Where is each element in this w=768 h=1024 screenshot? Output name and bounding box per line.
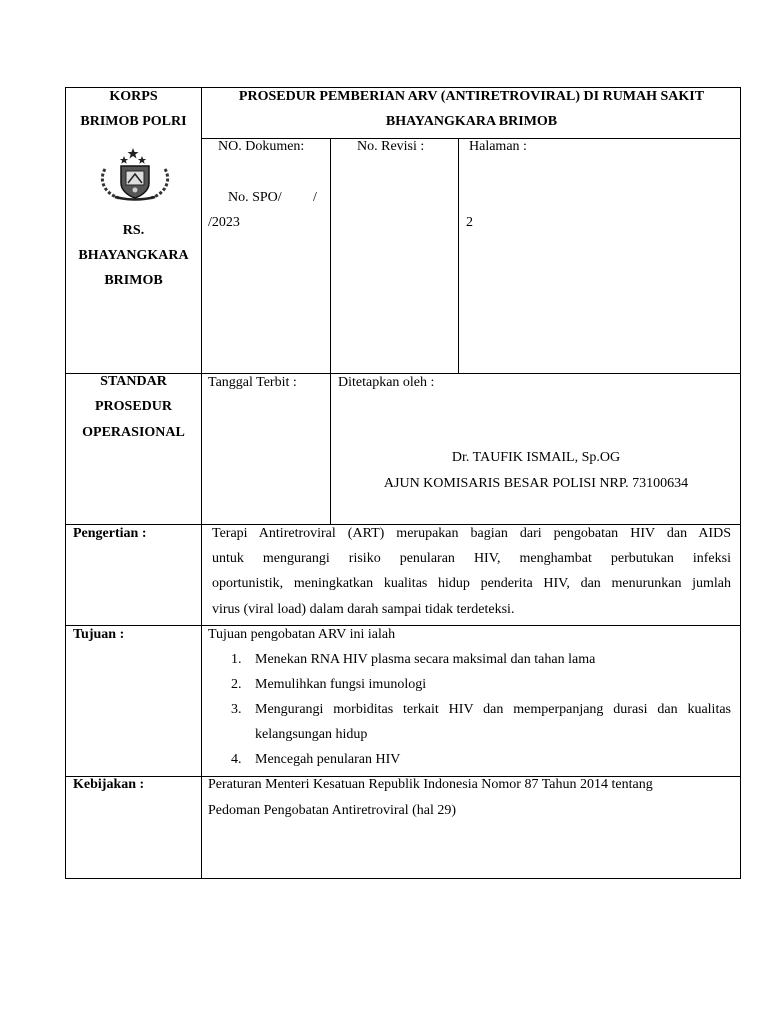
document-title-line1: PROSEDUR PEMBERIAN ARV (ANTIRETROVIRAL) DI RUMAH SAKIT	[238, 89, 705, 104]
definition-line: untuk mengurangi risiko penularan HIV, menghambat perbutukan infeksi	[212, 551, 731, 566]
sop-label-line3: OPERASIONAL	[82, 425, 185, 440]
objective-number: 2.	[231, 677, 242, 692]
hospital-name-line2: BHAYANGKARA	[78, 248, 189, 263]
policy-line: Peraturan Menteri Kesatuan Republik Indonesia Nomor 87 Tahun 2014 tentang	[208, 777, 653, 792]
page-label: Halaman :	[469, 139, 527, 154]
objective-number: 4.	[231, 752, 242, 767]
police-emblem-icon	[93, 145, 177, 201]
hospital-name-line1: RS.	[122, 223, 145, 238]
section-label-tujuan: Tujuan :	[73, 627, 125, 642]
definition-line: virus (viral load) dalam darah sampai tidak terdeteksi.	[212, 602, 515, 617]
hospital-name-line3: BRIMOB	[104, 273, 163, 288]
approver-name: Dr. TAUFIK ISMAIL, Sp.OG	[451, 450, 621, 465]
page-value: 2	[466, 215, 473, 230]
approved-by-label: Ditetapkan oleh :	[338, 375, 435, 390]
objective-text: Menekan RNA HIV plasma secara maksimal dan tahan lama	[255, 652, 596, 667]
objective-number: 3.	[231, 702, 242, 717]
doc-number-slash: /	[313, 190, 317, 205]
objective-number: 1.	[231, 652, 242, 667]
revision-label: No. Revisi :	[357, 139, 425, 154]
grid-line	[65, 625, 741, 626]
definition-line: oportunistik, meningkatkan kualitas hidup penderita HIV, dan menurunkan jumlah	[212, 576, 731, 591]
approver-title: AJUN KOMISARIS BESAR POLISI NRP. 73100634	[383, 476, 689, 491]
document-title-line2: BHAYANGKARA BRIMOB	[385, 114, 558, 129]
policy-line: Pedoman Pengobatan Antiretroviral (hal 29)	[208, 803, 457, 818]
grid-line	[458, 138, 459, 374]
objective-text: Memulihkan fungsi imunologi	[255, 677, 427, 692]
sop-label-line2: PROSEDUR	[94, 399, 172, 414]
definition-line: Terapi Antiretroviral (ART) merupakan bagian dari pengobatan HIV dan AIDS	[212, 526, 731, 541]
objective-text-continued: kelangsungan hidup	[255, 727, 368, 742]
grid-line	[201, 87, 202, 879]
doc-number-value: No. SPO/	[228, 190, 282, 205]
org-name-line1: KORPS	[109, 89, 158, 104]
objective-text: Mengurangi morbiditas terkait HIV dan memperpanjang durasi dan kualitas	[255, 702, 731, 717]
section-label-pengertian: Pengertian :	[73, 526, 147, 541]
org-name-line2: BRIMOB POLRI	[80, 114, 187, 129]
objectives-intro: Tujuan pengobatan ARV ini ialah	[208, 627, 396, 642]
section-label-kebijakan: Kebijakan :	[73, 777, 145, 792]
doc-number-label: NO. Dokumen:	[218, 139, 305, 154]
objective-text: Mencegah penularan HIV	[255, 752, 401, 767]
issue-date-label: Tanggal Terbit :	[208, 375, 297, 390]
doc-number-year: /2023	[208, 215, 240, 230]
sop-label-line1: STANDAR	[100, 374, 167, 389]
